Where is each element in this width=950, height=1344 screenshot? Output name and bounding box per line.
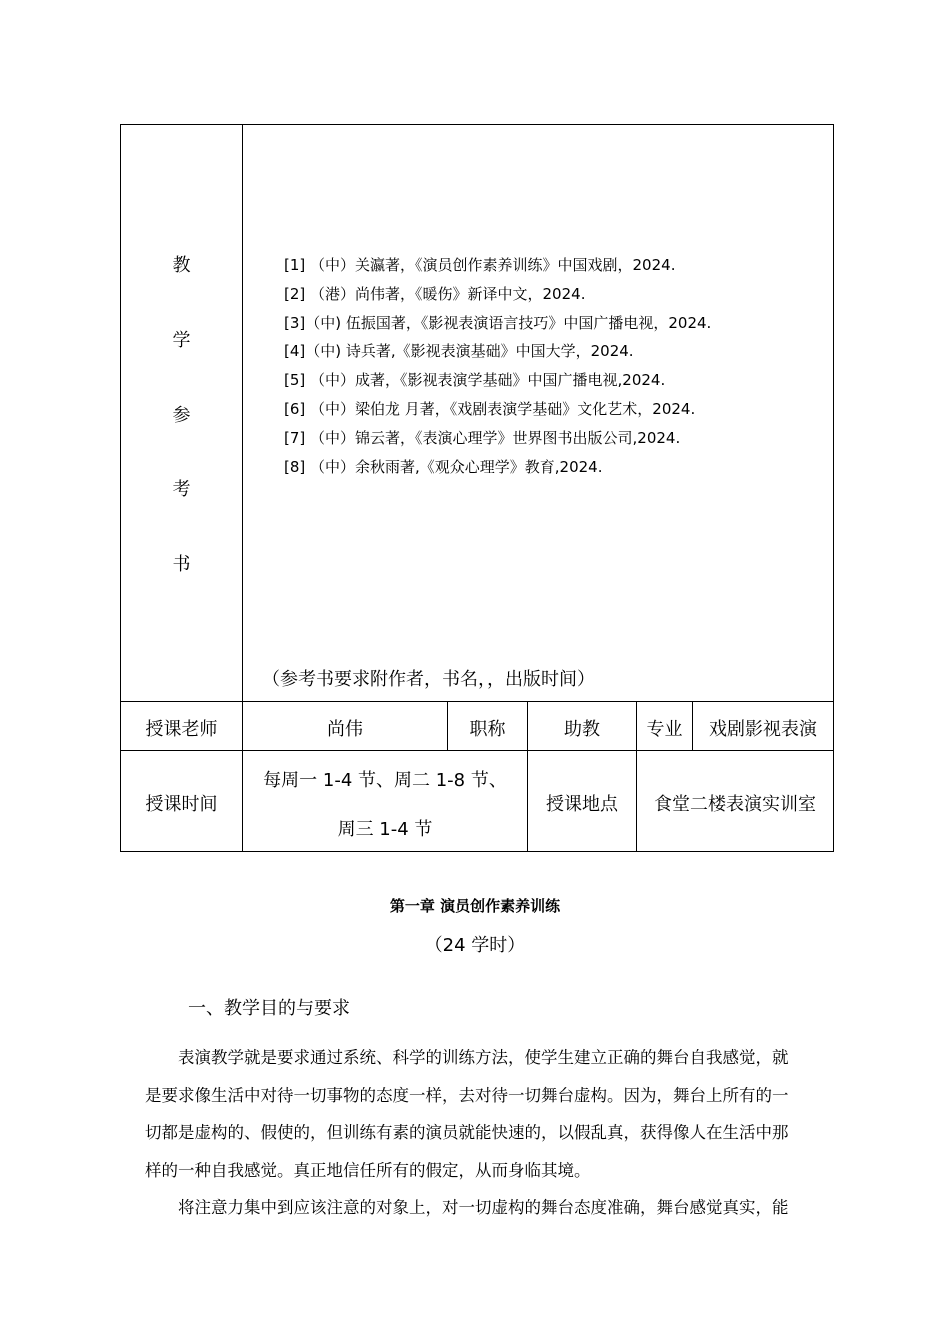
reference-label-char: 教: [172, 255, 191, 276]
paragraph-line: 样的一种自我感觉。真正地信任所有的假定，从而身临其境。: [145, 1161, 591, 1180]
place-value: 食堂二楼表演实训室: [654, 794, 816, 815]
title-label: 职称: [469, 719, 506, 740]
reference-item: [5] （中）成著，《影视表演学基础》中国广播电视,2024.: [284, 371, 666, 389]
reference-note: （参考书要求附作者，书名，，出版时间）: [262, 669, 595, 690]
reference-item: [2] （港）尚伟著，《暖伤》新译中文，2024.: [284, 285, 586, 303]
reference-item: [1] （中）关瀛著，《演员创作素养训练》中国戏剧，2024.: [284, 256, 676, 274]
reference-item: [4]（中) 诗兵著,《影视表演基础》中国大学，2024.: [284, 342, 634, 360]
reference-item: [7] （中）锦云著，《表演心理学》世界图书出版公司,2024.: [284, 429, 681, 447]
chapter-hours: （24 学时）: [424, 935, 526, 956]
reference-label-char: 书: [172, 554, 191, 575]
time-value-line1: 每周一 1-4 节、周二 1-8 节、: [263, 770, 507, 791]
reference-label-char: 考: [172, 479, 191, 500]
table-bottom-border: [120, 851, 834, 852]
table-label-column-divider: [242, 124, 243, 852]
section-heading: 一、教学目的与要求: [188, 998, 350, 1019]
table-row-divider-2: [120, 750, 834, 751]
table-top-border: [120, 124, 834, 125]
teacher-name: 尚伟: [327, 719, 363, 740]
title-value: 助教: [564, 719, 600, 740]
reference-item: [8] （中）余秋雨著,《观众心理学》教育,2024.: [284, 458, 603, 476]
paragraph-line: 将注意力集中到应该注意的对象上，对一切虚构的舞台态度准确，舞台感觉真实，能: [178, 1198, 789, 1217]
table-row-divider-1: [120, 701, 834, 702]
teacher-label: 授课老师: [145, 719, 218, 740]
chapter-title: 第一章 演员创作素养训练: [389, 897, 561, 915]
paragraph-line: 切都是虚构的、假使的，但训练有素的演员就能快速的，以假乱真，获得像人在生活中那: [145, 1123, 789, 1142]
major-label: 专业: [646, 719, 683, 740]
reference-item: [3]（中) 伍振国著，《影视表演语言技巧》中国广播电视，2024.: [284, 314, 712, 332]
paragraph-line: 表演教学就是要求通过系统、科学的训练方法，使学生建立正确的舞台自我感觉，就: [178, 1048, 789, 1067]
major-value: 戏剧影视表演: [709, 719, 817, 740]
reference-label-char: 学: [172, 330, 191, 351]
reference-label-char: 参: [172, 405, 191, 426]
table-right-border: [833, 124, 834, 852]
time-value-line2: 周三 1-4 节: [337, 819, 433, 840]
paragraph-line: 是要求像生活中对待一切事物的态度一样，去对待一切舞台虚构。因为，舞台上所有的一: [145, 1086, 789, 1105]
reference-item: [6] （中）梁伯龙 月著，《戏剧表演学基础》文化艺术，2024.: [284, 400, 696, 418]
place-label: 授课地点: [546, 794, 618, 815]
time-label: 授课时间: [145, 794, 218, 815]
